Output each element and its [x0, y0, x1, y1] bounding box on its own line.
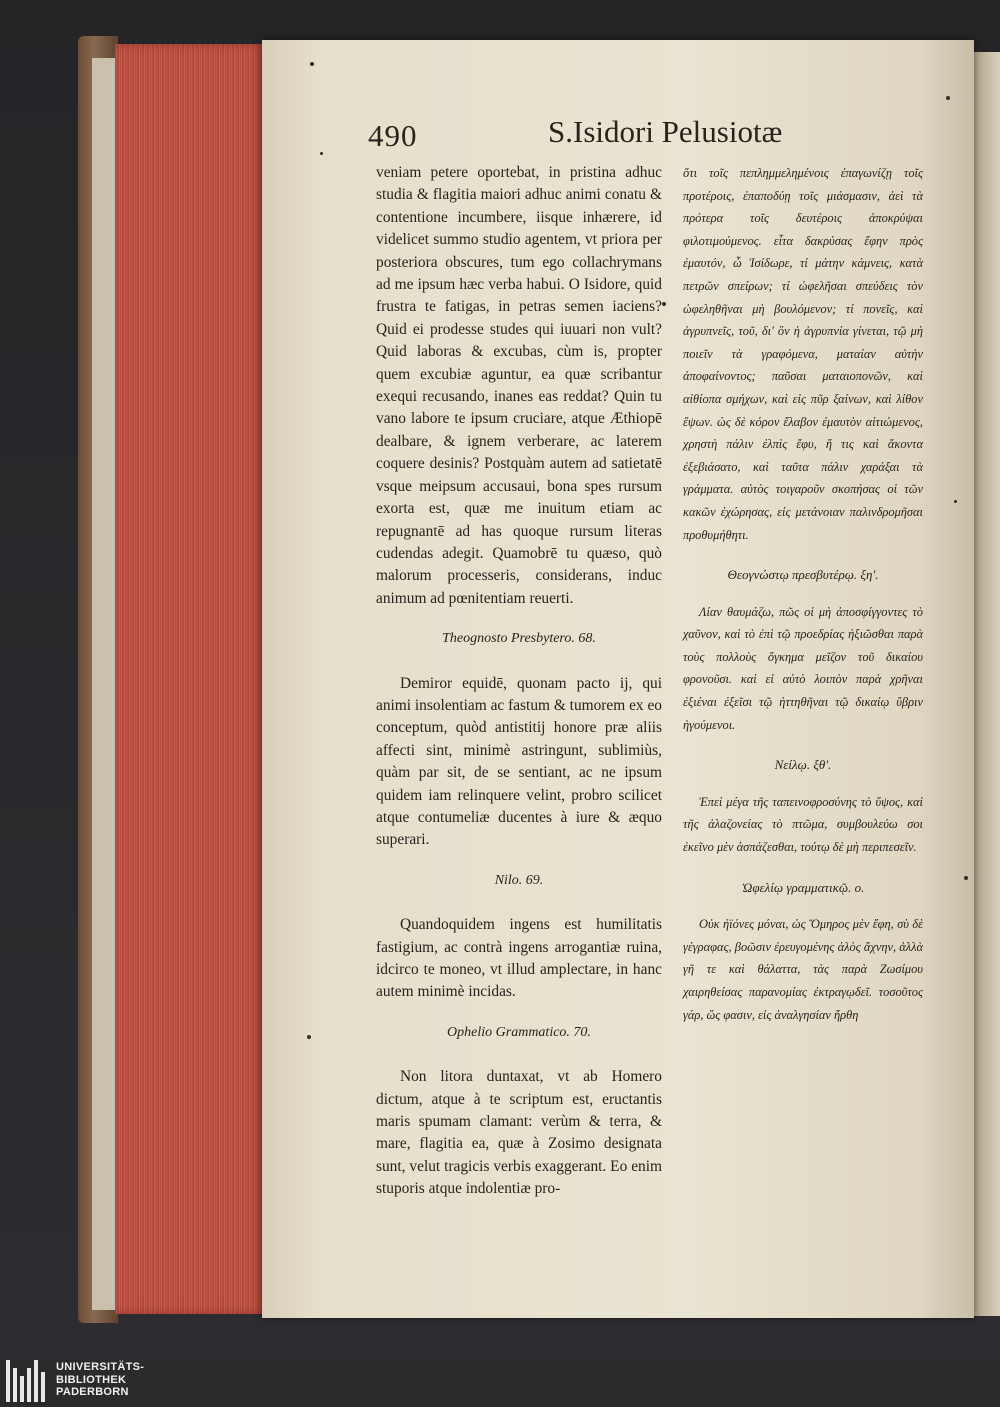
latin-letter-70-heading: Ophelio Grammatico. 70.	[447, 1024, 591, 1040]
greek-letter-70-body: Οὐκ ἠϊόνες μόναι, ὡς Ὅμηρος μὲν ἔφη, σὺ δὲ γέγραφας, βοῶσιν ἐρευγομένης ἁλὸς ἄχνην, ἀλλὰ γῆ τε καὶ θάλαττα, τὰς παρὰ Ζωσίμου χαιρηθείσας παρανομίας ἐκτραγῳδεῖ. τοσοῦτος γάρ, ὥς φασιν, εἰς ἀναλγησίαν ἤρθη	[683, 917, 923, 1022]
greek-letter-69-heading: Νείλῳ. ξθ'.	[774, 757, 832, 773]
greek-letter-67-body: ὅτι τοῖς πεπλημμελημένοις ἐπαγωνίζῃ τοῖς προτέροις, ἐπαποδύῃ τοῖς μιάσμασιν, ἀεὶ τὰ πρότερα τοῖς δευτέροις ἀποκρύψαι φιλοτιμούμενος. εἶτα δακρύσας ἔφην πρὸς ἐμαυτόν, ὦ Ἰσίδωρε, τί μάτην κάμνεις, κατὰ πετρῶν σπείρων; τί ὠφελῆσαι σπεύδεις τὸν ὠφεληθῆναι μὴ βουλόμενον; τί πονεῖς, καὶ ἀγρυπνεῖς, τοῦ, δι' ὃν ἡ ἀγρυπνία γίνεται, τῷ μὴ ποιεῖν τὰ γραφόμενα, ματαίαν αὐτὴν ἀποφαίνοντος; παῦσαι ματαιοπονῶν, καὶ αἰθίοπα σμήχων, καὶ εἰς πῦρ ξαίνων, καὶ λίθον ἕψων. ὡς δὲ κόρον ἔλαβον ἐμαυτὸν αἰτιώμενος, χρηστὴ πάλιν ἐλπὶς ἔφυ, ἥ τις καὶ ἄκοντα ἐξεβιάσατο, καὶ ταῦτα πάλιν χαράξαι τὰ γράμματα. αὐτὸς τοιγαροῦν σκοπήσας οἱ τῶν κακῶν ἐχώρησας, εἰς μετάνοιαν παλινδρομῆσαι προθυμήθητι.	[683, 166, 923, 542]
greek-letter-68-body: Λίαν θαυμάζω, πῶς οἱ μὴ ἀποσφίγγοντες τὸ χαῦνον, καὶ τὸ ἐπὶ τῷ προεδρίας ἠξιῶσθαι παρὰ τοὺς πολλοὺς ὄγκημα μεῖζον τοῦ δικαίου φρονοῦσι. καὶ εἰ αὐτὸ λοιπὸν παρὰ χρῆναι ἐξιέναι ἐξεῖσι τῷ ἡττηθῆναι τῷ δικαίῳ ὕβριν ἡγούμενοι.	[683, 604, 923, 732]
red-page-edges	[115, 44, 267, 1314]
library-logo-icon	[6, 1360, 50, 1402]
logo-line-2: BIBLIOTHEK	[56, 1373, 127, 1386]
latin-letter-68-body: Demiror equidē, quonam pacto ij, qui animi insolentiam ac fastum & tumorem ex eo conceptum, quòd antistitij honore præ aliis affecti sint, minimè astringunt, sublimiùs, quàm par sit, de se sentiant, ac ne ipsum quidem iam relinquere velint, probro scilicet atque contumeliæ ducentes à iure & æquo superari.	[376, 674, 662, 849]
facing-page-edge	[970, 52, 1000, 1316]
ink-speck	[662, 302, 666, 306]
logo-line-3: PADERBORN	[56, 1386, 129, 1398]
greek-column	[683, 162, 923, 1026]
page-number: 490	[368, 118, 418, 153]
greek-letter-69-body: Ἐπεὶ μέγα τῆς ταπεινοφροσύνης τὸ ὕψος, καὶ τῆς ἀλαζονείας τὸ πτῶμα, συμβουλεύω σοι ἐκεῖνο μὲν ἀσπάζεσθαι, τούτῳ δὲ μὴ περιπεσεῖν.	[683, 794, 923, 855]
latin-column	[376, 162, 662, 1201]
ink-speck	[946, 96, 950, 100]
latin-letter-70-body: Non litora duntaxat, vt ab Homero dictum, atque à te scriptum est, eructantis maris spumam clamant: verùm & terra, & mare, flagitia ea, quæ à Zosimo designata sunt, velut tragicis verbis exaggerant. Eo enim stuporis atque indolentiæ pro-	[376, 1068, 662, 1198]
ink-speck	[954, 500, 957, 503]
latin-letter-69-heading: Nilo. 69.	[494, 872, 544, 888]
latin-letter-68-heading: Theognosto Presbytero. 68.	[442, 631, 596, 647]
library-logo-text	[56, 1361, 144, 1399]
running-head: S.Isidori Pelusiotæ	[548, 114, 783, 149]
ink-speck	[310, 62, 314, 66]
latin-letter-69-body: Quandoquidem ingens est humilitatis fastigium, ac contrà ingens arrogantiæ ruina, idcirco te moneo, vt illud amplectare, in hanc autem minimè incidas.	[376, 916, 662, 1001]
latin-letter-67-body: veniam petere oportebat, in pristina adhuc studia & flagitia maiori adhuc animi conatu & contentione incumbere, iisque inhærere, id videlicet summo studio agentem, vt priora per posteriora obscures, tum ego collachrymans ad me ipsum hæc verba habui. O Isidore, quid frustra te fatigas, in petras semen iaciens? Quid ei prodesse studes qui iuuari non vult? Quid laboras & excubas, cùm is, propter quem excubiæ aguntur, ea quæ scribantur exequi recusando, inanes eas reddat? Quin tu vano labore te ipsum cruciare, atque Æthiopē dealbare, & ignem verberare, ac laterem coquere desinis? Postquàm autem ad satietatē vsque meipsum accusaui, bona spes rursum exorta est, quæ me inuitum etiam ac repugnantē ad has quoque rursum literas cudendas adegit. Quamobrē tu quæso, quò malorum processeris, considerans, induc animum ad pœnitentiam reuerti.	[376, 164, 662, 607]
ink-speck	[964, 876, 968, 880]
ink-speck	[307, 1035, 311, 1039]
greek-letter-70-heading: Ὠφελίῳ γραμματικῷ. ο.	[741, 879, 865, 895]
ink-speck	[320, 152, 323, 155]
library-footer-bar	[0, 1358, 1000, 1407]
logo-line-1: UNIVERSITÄTS-	[56, 1361, 145, 1373]
greek-letter-68-heading: Θεογνώστῳ πρεσβυτέρῳ. ξη'.	[727, 567, 879, 583]
